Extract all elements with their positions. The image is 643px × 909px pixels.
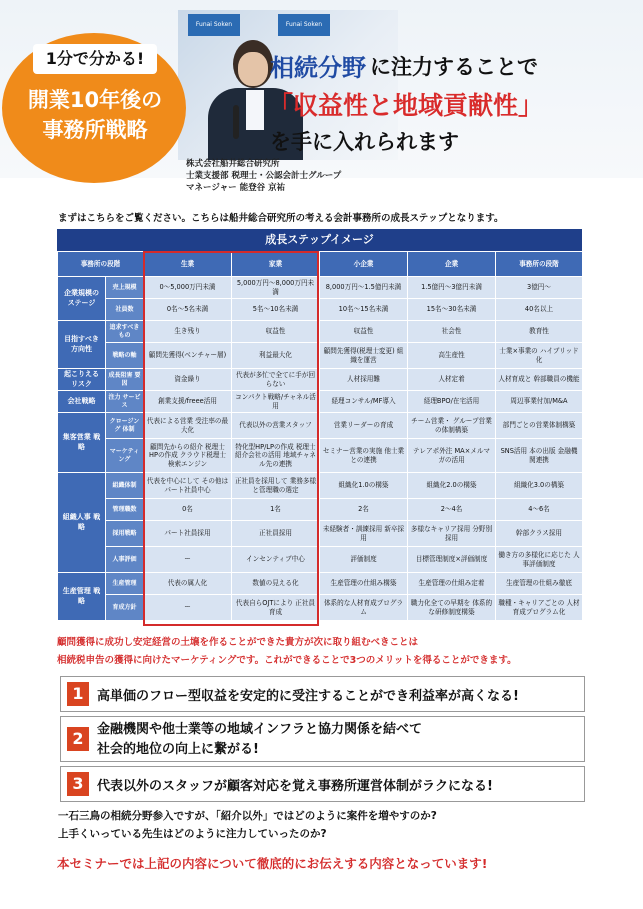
value-cell: 幹部クラス採用 [496, 521, 583, 547]
subcategory-cell: 採用戦略 [106, 521, 144, 547]
value-cell: 営業リーダーの育成 [320, 413, 408, 439]
value-cell: 代表を中心にして その他はパート社員中心 [144, 473, 232, 499]
merit-text: 代表以外のスタッフが顧客対応を覚え事務所運営体制がラクになる! [97, 779, 493, 794]
value-cell: 経理コンサル/MF導入 [320, 391, 408, 413]
table-row [58, 499, 583, 521]
subcategory-cell: 生産管理 [106, 573, 144, 595]
headline-line3: を手に入れられます [270, 130, 459, 154]
header-cell: 事務所の段階 [496, 252, 583, 277]
value-cell: 体系的な人材育成プログラム [320, 595, 408, 621]
merit-item [60, 716, 585, 762]
growth-step-table [57, 229, 582, 621]
value-cell: パート社員採用 [144, 521, 232, 547]
table-row [58, 343, 583, 369]
merit-number: 3 [67, 772, 89, 796]
table-row [58, 391, 583, 413]
badge-top-label: 1分で分かる! [33, 44, 157, 74]
value-cell: 3億円〜 [496, 277, 583, 299]
microphone-icon [233, 105, 239, 139]
intro-text: まずはこちらをご覧ください。こちらは船井総合研究所の考える会計事務所の成長ステップとなります。 [58, 213, 504, 224]
value-cell: 収益性 [320, 321, 408, 343]
value-cell: 経理BPO/在宅活用 [408, 391, 496, 413]
table-row [58, 299, 583, 321]
merit-text: 高単価のフロー型収益を安定的に受注することができ利益率が高くなる! [97, 689, 519, 704]
value-cell: 生産管理の仕組み定着 [408, 573, 496, 595]
subcategory-cell: 戦略の軸 [106, 343, 144, 369]
subcategory-cell: マーケティング [106, 439, 144, 473]
merit-number: 2 [67, 727, 89, 751]
value-cell: 目標管理制度×評価制度 [408, 547, 496, 573]
table-row [58, 473, 583, 499]
value-cell: 生き残り [144, 321, 232, 343]
value-cell: 40名以上 [496, 299, 583, 321]
value-cell: 0名 [144, 499, 232, 521]
value-cell: 8,000万円〜1.5億円未満 [320, 277, 408, 299]
header-cell: 企業 [408, 252, 496, 277]
value-cell: 士業×事業の ハイブリッド化 [496, 343, 583, 369]
value-cell: 代表による営業 受注率の最大化 [144, 413, 232, 439]
value-cell: 5,000万円〜8,000万円未満 [232, 277, 320, 299]
header-cell: 家業 [232, 252, 320, 277]
table-row [58, 573, 583, 595]
author-company: 株式会社船井総合研究所 [186, 159, 280, 169]
value-cell: 社会性 [408, 321, 496, 343]
author-name: マネージャー 能登谷 京祐 [186, 183, 286, 193]
value-cell: 10名〜15名未満 [320, 299, 408, 321]
merit-item [60, 676, 585, 712]
value-cell: 0名〜5名未満 [144, 299, 232, 321]
value-cell: コンパクト戦略/チャネル活用 [232, 391, 320, 413]
table-row [58, 547, 583, 573]
value-cell: 資金繰り [144, 369, 232, 391]
person-shirt [246, 90, 264, 130]
value-cell: 職力化全ての早期を 体系的な研修制度構築 [408, 595, 496, 621]
photo-banner: Funai Soken [278, 14, 330, 36]
value-cell: 働き方の多様化に応じた 人事評価制度 [496, 547, 583, 573]
merit-number: 1 [67, 682, 89, 706]
category-cell: 起こりえる リスク [58, 369, 106, 391]
table-row [58, 439, 583, 473]
value-cell: セミナー営業の実施 他士業との連携 [320, 439, 408, 473]
value-cell: インセンティブ中心 [232, 547, 320, 573]
value-cell: 組織化2.0の構築 [408, 473, 496, 499]
merit-text-line1: 金融機関や他士業等の地域インフラと協力関係を結べて [97, 722, 423, 737]
merit-text [97, 720, 422, 760]
value-cell: チーム営業・ グループ営業の体制構築 [408, 413, 496, 439]
value-cell: 生産管理の仕組み徹底 [496, 573, 583, 595]
value-cell: 正社員を採用して 業務多様と管理職の選定 [232, 473, 320, 499]
badge-title-line2: 事務所戦略 [42, 118, 148, 142]
value-cell: 未経験者・訓練採用 新卒採用 [320, 521, 408, 547]
subcategory-cell: 組織体制 [106, 473, 144, 499]
subcategory-cell: 成長阻害 要因 [106, 369, 144, 391]
headline-line1: に注力することで [370, 55, 538, 79]
badge-title-line1: 開業10年後の [27, 88, 163, 112]
value-cell: 15名〜30名未満 [408, 299, 496, 321]
table-row [58, 413, 583, 439]
value-cell: ー [144, 547, 232, 573]
value-cell: 教育性 [496, 321, 583, 343]
value-cell: 2名 [320, 499, 408, 521]
value-cell: 0〜5,000万円未満 [144, 277, 232, 299]
value-cell: 特化型HP/LPの作成 税理士紹介会社の活用 地域チャネル先の連携 [232, 439, 320, 473]
subcategory-cell: 人事評価 [106, 547, 144, 573]
table-row [58, 369, 583, 391]
subcategory-cell: 育成方針 [106, 595, 144, 621]
category-cell: 組織人事 戦略 [58, 473, 106, 573]
value-cell: ー [144, 595, 232, 621]
value-cell: 人材採用難 [320, 369, 408, 391]
subcategory-cell: 社員数 [106, 299, 144, 321]
table-title: 成長ステップイメージ [57, 229, 582, 251]
subcategory-cell: 売上規模 [106, 277, 144, 299]
value-cell: 収益性 [232, 321, 320, 343]
lead-line1: 顧問獲得に成功し安定経営の土壌を作ることができた貴方が次に取り組むべきことは [57, 637, 419, 648]
value-cell: 人材育成と 幹部職員の機能 [496, 369, 583, 391]
headline-line2: 「収益性と地域貢献性」 [268, 91, 544, 120]
value-cell: テレアポ外注 MA×メルマガの活用 [408, 439, 496, 473]
subcategory-cell: クロージング 体制 [106, 413, 144, 439]
table-header-row [58, 252, 583, 277]
value-cell: 1.5億円〜3億円未満 [408, 277, 496, 299]
category-cell: 生産管理 戦略 [58, 573, 106, 621]
subcategory-cell: 追求すべき もの [106, 321, 144, 343]
category-cell: 会社戦略 [58, 391, 106, 413]
value-cell: 顧問先獲得(ベンチャー層) [144, 343, 232, 369]
table-row [58, 277, 583, 299]
category-cell: 集客営業 戦略 [58, 413, 106, 473]
value-cell: 2〜4名 [408, 499, 496, 521]
value-cell: 多様なキャリア採用 分野別採用 [408, 521, 496, 547]
header-cell: 小企業 [320, 252, 408, 277]
category-cell: 企業規模の ステージ [58, 277, 106, 321]
value-cell: 顧問先からの紹介 税理士HPの作成 クラウド税理士検索エンジン [144, 439, 232, 473]
value-cell: 1名 [232, 499, 320, 521]
person-face [238, 52, 268, 86]
header-cell: 生業 [144, 252, 232, 277]
value-cell: 利益最大化 [232, 343, 320, 369]
value-cell: 顧問先獲得(税理士変更) 組織を運営 [320, 343, 408, 369]
value-cell: 人材定着 [408, 369, 496, 391]
value-cell: 代表が多忙で全てに手が回らない [232, 369, 320, 391]
value-cell: 組織化3.0の構築 [496, 473, 583, 499]
closing-text: 本セミナーでは上記の内容について徹底的にお伝えする内容となっています! [57, 856, 488, 871]
value-cell: 代表自らOJTにより 正社員育成 [232, 595, 320, 621]
value-cell: 代表の属人化 [144, 573, 232, 595]
header-cell: 事務所の段階 [58, 252, 144, 277]
value-cell: 生産管理の仕組み構築 [320, 573, 408, 595]
subcategory-cell: 管理職数 [106, 499, 144, 521]
photo-banner: Funai Soken [188, 14, 240, 36]
value-cell: 高生産性 [408, 343, 496, 369]
growth-table [57, 251, 583, 621]
question-1: 一石三鳥の相続分野参入ですが、「紹介以外」ではどのように案件を増やすのか? [58, 810, 437, 822]
merit-item [60, 766, 585, 802]
value-cell: 周辺事業付加/M&A [496, 391, 583, 413]
subcategory-cell: 注力 サービス [106, 391, 144, 413]
table-row [58, 321, 583, 343]
value-cell: 組織化1.0の構築 [320, 473, 408, 499]
question-2: 上手くいっている先生はどのように注力していったのか? [58, 828, 327, 840]
value-cell: SNS活用 本の出版 金融機関連携 [496, 439, 583, 473]
merit-text-line2: 社会的地位の向上に繋がる! [97, 742, 259, 757]
author-dept: 士業支援部 税理士・公認会計士グループ [186, 171, 342, 181]
value-cell: 部門ごとの営業体制構築 [496, 413, 583, 439]
lead-line2: 相続税申告の獲得に向けたマーケティングです。これができることで3つのメリットを得ることができます。 [57, 655, 517, 666]
headline-highlight: 相続分野 [270, 54, 366, 82]
category-cell: 目指すべき 方向性 [58, 321, 106, 369]
value-cell: 5名〜10名未満 [232, 299, 320, 321]
value-cell: 創業支援/freee活用 [144, 391, 232, 413]
table-row [58, 521, 583, 547]
value-cell: 正社員採用 [232, 521, 320, 547]
value-cell: 評価制度 [320, 547, 408, 573]
table-row [58, 595, 583, 621]
value-cell: 代表以外の営業スタッフ [232, 413, 320, 439]
value-cell: 数値の見える化 [232, 573, 320, 595]
value-cell: 職種・キャリアごとの 人材育成プログラム化 [496, 595, 583, 621]
value-cell: 4〜6名 [496, 499, 583, 521]
